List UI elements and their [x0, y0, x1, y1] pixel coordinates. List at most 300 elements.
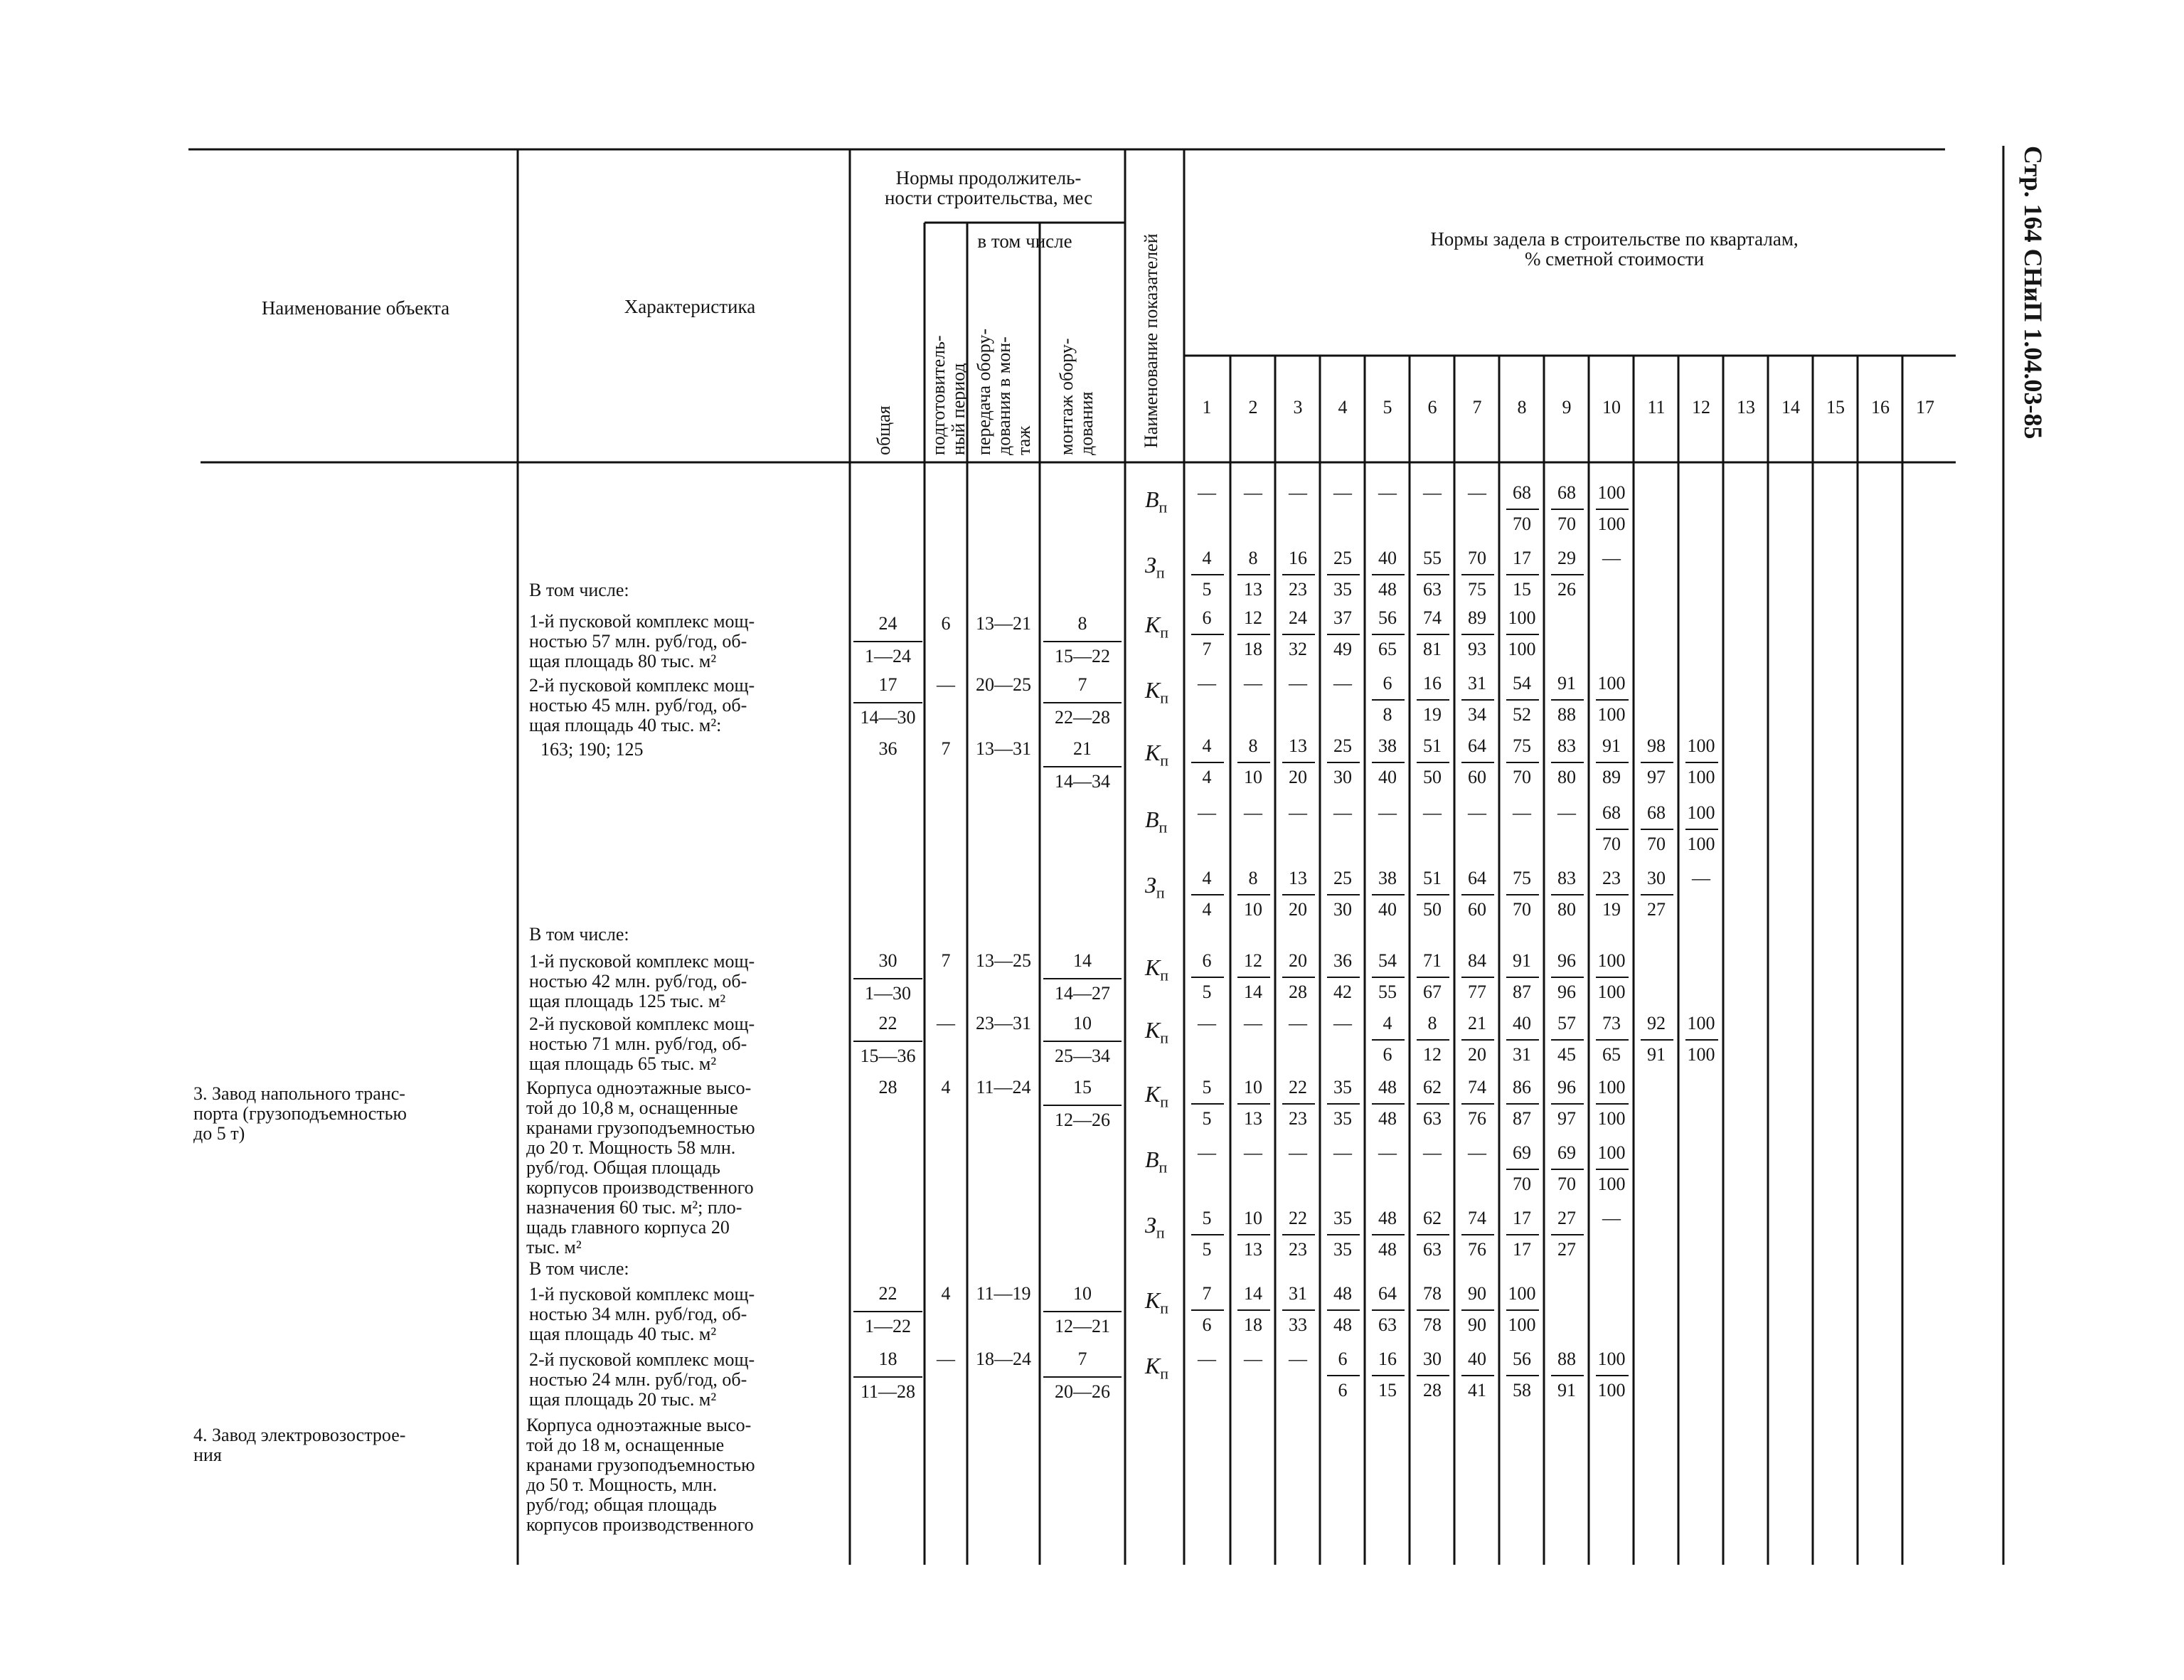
backlog-value: 71: [1423, 950, 1442, 971]
backlog-value: 100: [1508, 607, 1536, 628]
backlog-value-alt: 15: [1513, 579, 1531, 600]
backlog-value: 48: [1378, 1077, 1397, 1097]
backlog-value-alt: 70: [1602, 834, 1621, 854]
duration-mount: 10: [1073, 1013, 1092, 1033]
duration-prep: 6: [941, 613, 951, 634]
backlog-value: 48: [1378, 1208, 1397, 1228]
duration-prep: 7: [941, 950, 951, 971]
quarter-number: 9: [1562, 397, 1572, 418]
backlog-value: 75: [1513, 735, 1531, 756]
backlog-value: 83: [1557, 868, 1576, 888]
backlog-value: 91: [1602, 735, 1621, 756]
backlog-value-alt: 5: [1202, 1239, 1212, 1260]
backlog-value: 51: [1423, 868, 1442, 888]
backlog-value: —: [1602, 1208, 1621, 1228]
indicator-symbol: [1145, 1287, 1168, 1317]
backlog-value: 4: [1202, 735, 1212, 756]
backlog-value-alt: 100: [1597, 1108, 1626, 1129]
backlog-value: 13: [1289, 735, 1307, 756]
backlog-value-alt: 15: [1378, 1380, 1397, 1400]
backlog-value-alt: 63: [1423, 579, 1442, 600]
backlog-value-alt: 35: [1333, 1239, 1352, 1260]
backlog-value-alt: 50: [1423, 899, 1442, 920]
backlog-value: 64: [1468, 868, 1486, 888]
backlog-value: —: [1423, 802, 1442, 823]
backlog-value: —: [1244, 1142, 1262, 1163]
duration-mount: 8: [1077, 613, 1087, 634]
backlog-value: 54: [1513, 673, 1531, 693]
duration-mount: 14: [1073, 950, 1092, 971]
backlog-value-alt: 100: [1508, 1314, 1536, 1335]
backlog-value-alt: 90: [1468, 1314, 1486, 1335]
backlog-value: 100: [1687, 1013, 1715, 1033]
backlog-value: 35: [1333, 1077, 1352, 1097]
backlog-value: —: [1289, 1013, 1307, 1033]
desc-11: 2-й пусковой комплекс мощ- ностью 24 млн. руб/год, об- щая площадь 20 тыс. м²: [529, 1349, 755, 1410]
backlog-value-alt: 70: [1513, 899, 1531, 920]
backlog-value: 74: [1468, 1077, 1486, 1097]
duration-transfer: 20—25: [976, 674, 1031, 695]
backlog-value-alt: 5: [1202, 982, 1212, 1002]
backlog-value-alt: 97: [1557, 1108, 1576, 1129]
indicator-subscript: п: [1158, 1158, 1168, 1176]
backlog-value-alt: 78: [1423, 1314, 1442, 1335]
indicator-letter: К: [1145, 1017, 1161, 1043]
quarter-number: 14: [1781, 397, 1800, 418]
backlog-value-alt: 91: [1557, 1380, 1576, 1400]
desc-8: Корпуса одноэтажные высо- той до 10,8 м, оснащенные кранами грузоподъемностью до 20 т. Мощность 58 млн. руб/год. Общая площадь корпусов производственного назначения 60 тыс. м²; пло- щадь главного корпуса 20 тыс. м²: [526, 1078, 755, 1258]
backlog-value: —: [1333, 1013, 1352, 1033]
backlog-value: 100: [1597, 1142, 1626, 1163]
backlog-value-alt: 63: [1423, 1239, 1442, 1260]
backlog-value-alt: 76: [1468, 1108, 1486, 1129]
backlog-value: —: [1198, 1013, 1216, 1033]
backlog-value: 84: [1468, 950, 1486, 971]
backlog-value-alt: 58: [1513, 1380, 1531, 1400]
backlog-value: 48: [1333, 1283, 1352, 1304]
backlog-value-alt: 4: [1202, 899, 1212, 920]
backlog-value: 68: [1647, 802, 1666, 823]
backlog-value-alt: 26: [1557, 579, 1576, 600]
backlog-value: 35: [1333, 1208, 1352, 1228]
backlog-value: 54: [1378, 950, 1397, 971]
backlog-value-alt: 89: [1602, 767, 1621, 787]
object-3-name: 3. Завод напольного транс- порта (грузоподъемностью до 5 т): [193, 1083, 407, 1144]
quarter-number: 16: [1871, 397, 1890, 418]
backlog-value-alt: 80: [1557, 767, 1576, 787]
backlog-value-alt: 88: [1557, 704, 1576, 725]
backlog-value: 16: [1423, 673, 1442, 693]
backlog-value: 6: [1202, 607, 1212, 628]
header-prep: подготовитель- ный период: [928, 335, 969, 455]
backlog-value: 4: [1202, 868, 1212, 888]
indicator-subscript: п: [1160, 689, 1169, 707]
indicator-letter: В: [1145, 1147, 1159, 1172]
header-transfer: передача обору- дования в мон- таж: [974, 328, 1034, 455]
backlog-value: —: [1423, 482, 1442, 503]
backlog-value: 8: [1427, 1013, 1437, 1033]
backlog-value: 55: [1423, 548, 1442, 568]
backlog-value-alt: 30: [1333, 767, 1352, 787]
indicator-letter: З: [1145, 872, 1156, 898]
backlog-value: 90: [1468, 1283, 1486, 1304]
indicator-subscript: п: [1160, 966, 1169, 984]
backlog-value-alt: 14: [1244, 982, 1262, 1002]
backlog-value: —: [1692, 868, 1710, 888]
indicator-subscript: п: [1158, 498, 1168, 516]
backlog-value: 22: [1289, 1208, 1307, 1228]
desc-2: 1-й пусковой комплекс мощ- ностью 57 млн. руб/год, об- щая площадь 80 тыс. м²: [529, 611, 755, 671]
backlog-value: 6: [1383, 673, 1392, 693]
backlog-value-alt: 76: [1468, 1239, 1486, 1260]
backlog-value-alt: 8: [1383, 704, 1392, 725]
backlog-value: —: [1602, 548, 1621, 568]
duration-prep: —: [937, 1349, 955, 1369]
backlog-value: —: [1423, 1142, 1442, 1163]
backlog-value-alt: 65: [1378, 639, 1397, 659]
quarter-number: 8: [1517, 397, 1527, 418]
backlog-value: 74: [1468, 1208, 1486, 1228]
duration-total-range: 15—36: [860, 1046, 916, 1066]
backlog-value: 40: [1513, 1013, 1531, 1033]
backlog-value: 37: [1333, 607, 1352, 628]
duration-total-range: 14—30: [860, 707, 916, 728]
indicator-symbol: [1145, 872, 1165, 902]
indicator-letter: К: [1145, 1353, 1161, 1378]
backlog-value: 89: [1468, 607, 1486, 628]
backlog-value: 36: [1333, 950, 1352, 971]
backlog-value: 25: [1333, 735, 1352, 756]
duration-transfer: 11—19: [976, 1283, 1031, 1304]
duration-total: 22: [878, 1013, 897, 1033]
backlog-value: 21: [1468, 1013, 1486, 1033]
backlog-value: 6: [1338, 1349, 1348, 1369]
duration-mount-range: 20—26: [1055, 1381, 1110, 1402]
backlog-value-alt: 41: [1468, 1380, 1486, 1400]
backlog-value-alt: 28: [1423, 1380, 1442, 1400]
backlog-value-alt: 70: [1557, 514, 1576, 534]
duration-transfer: 23—31: [976, 1013, 1031, 1033]
duration-total: 24: [878, 613, 897, 634]
backlog-value: —: [1333, 673, 1352, 693]
indicator-letter: К: [1145, 740, 1161, 765]
duration-total-range: 1—30: [865, 983, 911, 1004]
backlog-value: 30: [1423, 1349, 1442, 1369]
indicator-symbol: [1145, 552, 1165, 582]
indicator-letter: К: [1145, 955, 1161, 980]
quarter-number: 5: [1383, 397, 1392, 418]
backlog-value-alt: 45: [1557, 1044, 1576, 1065]
backlog-value-alt: 52: [1513, 704, 1531, 725]
backlog-value: 4: [1202, 548, 1212, 568]
backlog-value-alt: 87: [1513, 982, 1531, 1002]
backlog-value: 29: [1557, 548, 1576, 568]
backlog-value: 38: [1378, 868, 1397, 888]
indicator-letter: К: [1145, 677, 1161, 703]
backlog-value: 86: [1513, 1077, 1531, 1097]
backlog-value: —: [1244, 1349, 1262, 1369]
duration-mount: 7: [1077, 674, 1087, 695]
backlog-value-alt: 6: [1383, 1044, 1392, 1065]
backlog-value-alt: 70: [1513, 767, 1531, 787]
quarter-number: 2: [1248, 397, 1258, 418]
indicator-letter: В: [1145, 487, 1159, 512]
quarter-number: 13: [1737, 397, 1755, 418]
backlog-value: 88: [1557, 1349, 1576, 1369]
indicator-subscript: п: [1160, 1364, 1169, 1383]
desc-10: 1-й пусковой комплекс мощ- ностью 34 млн. руб/год, об- щая площадь 40 тыс. м²: [529, 1284, 755, 1344]
backlog-value: 20: [1289, 950, 1307, 971]
backlog-value: —: [1289, 1142, 1307, 1163]
backlog-value: 7: [1202, 1283, 1212, 1304]
backlog-value: 100: [1597, 950, 1626, 971]
duration-mount-range: 12—21: [1055, 1316, 1110, 1336]
duration-transfer: 13—21: [976, 613, 1031, 634]
indicator-symbol: [1145, 1017, 1168, 1047]
backlog-value: 56: [1378, 607, 1397, 628]
backlog-value-alt: 27: [1647, 899, 1666, 920]
duration-transfer: 18—24: [976, 1349, 1031, 1369]
backlog-value: —: [1468, 1142, 1486, 1163]
indicator-symbol: [1145, 1212, 1165, 1242]
backlog-value-alt: 48: [1378, 579, 1397, 600]
backlog-value-alt: 18: [1244, 639, 1262, 659]
indicator-symbol: [1145, 1353, 1168, 1383]
duration-mount: 15: [1073, 1077, 1092, 1097]
backlog-value-alt: 63: [1378, 1314, 1397, 1335]
backlog-value-alt: 65: [1602, 1044, 1621, 1065]
backlog-value: 74: [1423, 607, 1442, 628]
backlog-value: 100: [1597, 1077, 1626, 1097]
backlog-value-alt: 23: [1289, 1239, 1307, 1260]
backlog-value: 17: [1513, 1208, 1531, 1228]
backlog-value: —: [1333, 1142, 1352, 1163]
duration-total-range: 1—22: [865, 1316, 911, 1336]
duration-transfer: 13—25: [976, 950, 1031, 971]
backlog-value: —: [1289, 1349, 1307, 1369]
indicator-symbol: [1145, 1147, 1167, 1176]
duration-mount-range: 25—34: [1055, 1046, 1110, 1066]
indicator-symbol: [1145, 807, 1167, 836]
backlog-value-alt: 10: [1244, 899, 1262, 920]
backlog-value-alt: 17: [1513, 1239, 1531, 1260]
backlog-value: 62: [1423, 1208, 1442, 1228]
backlog-value-alt: 93: [1468, 639, 1486, 659]
backlog-value: 31: [1468, 673, 1486, 693]
backlog-value: —: [1557, 802, 1576, 823]
quarter-number: 15: [1826, 397, 1845, 418]
backlog-value-alt: 28: [1289, 982, 1307, 1002]
desc-7: 2-й пусковой комплекс мощ- ностью 71 млн. руб/год, об- щая площадь 65 тыс. м²: [529, 1014, 755, 1074]
backlog-value: —: [1468, 482, 1486, 503]
backlog-value: 5: [1202, 1077, 1212, 1097]
header-characteristic: Характеристика: [624, 296, 756, 317]
header-backlog: Нормы задела в строительстве по кварталам, % сметной стоимости: [1430, 228, 1799, 270]
duration-mount-range: 12—26: [1055, 1110, 1110, 1130]
backlog-value: 91: [1513, 950, 1531, 971]
backlog-value-alt: 100: [1687, 767, 1715, 787]
backlog-value-alt: 13: [1244, 1108, 1262, 1129]
backlog-value: —: [1333, 482, 1352, 503]
duration-mount: 10: [1073, 1283, 1092, 1304]
backlog-value-alt: 100: [1597, 1174, 1626, 1194]
backlog-value: 69: [1513, 1142, 1531, 1163]
indicator-subscript: п: [1156, 563, 1165, 582]
desc-12: Корпуса одноэтажные высо- той до 18 м, оснащенные кранами грузоподъемностью до 50 т. Мощность, млн. руб/год; общая площадь корпусов производственного: [526, 1415, 755, 1535]
backlog-value: 31: [1289, 1283, 1307, 1304]
indicator-letter: В: [1145, 807, 1159, 832]
backlog-value: 96: [1557, 950, 1576, 971]
indicator-letter: К: [1145, 612, 1161, 637]
backlog-value-alt: 35: [1333, 579, 1352, 600]
backlog-value-alt: 55: [1378, 982, 1397, 1002]
backlog-value-alt: 100: [1597, 514, 1626, 534]
duration-mount: 21: [1073, 738, 1092, 759]
backlog-value-alt: 50: [1423, 767, 1442, 787]
backlog-value: 6: [1202, 950, 1212, 971]
duration-prep: —: [937, 1013, 955, 1033]
backlog-value-alt: 6: [1338, 1380, 1348, 1400]
duration-transfer: 13—31: [976, 738, 1031, 759]
backlog-value: —: [1198, 1142, 1216, 1163]
header-object: Наименование объекта: [261, 297, 450, 319]
backlog-value: 4: [1383, 1013, 1392, 1033]
backlog-value: —: [1198, 673, 1216, 693]
backlog-value: 73: [1602, 1013, 1621, 1033]
quarter-number: 11: [1647, 397, 1666, 418]
indicator-letter: З: [1145, 1212, 1156, 1238]
backlog-value: 98: [1647, 735, 1666, 756]
duration-mount: 7: [1077, 1349, 1087, 1369]
backlog-value-alt: 13: [1244, 579, 1262, 600]
backlog-value-alt: 30: [1333, 899, 1352, 920]
backlog-value-alt: 60: [1468, 899, 1486, 920]
duration-total: 18: [878, 1349, 897, 1369]
duration-total: 28: [878, 1077, 897, 1097]
indicator-symbol: [1145, 612, 1168, 642]
duration-mount-range: 14—34: [1055, 771, 1110, 792]
backlog-value: 64: [1378, 1283, 1397, 1304]
backlog-value: 23: [1602, 868, 1621, 888]
backlog-value-alt: 35: [1333, 1108, 1352, 1129]
duration-total: 17: [878, 674, 897, 695]
backlog-value-alt: 7: [1202, 639, 1212, 659]
backlog-value: 62: [1423, 1077, 1442, 1097]
backlog-value: 68: [1513, 482, 1531, 503]
backlog-value: 57: [1557, 1013, 1576, 1033]
indicator-subscript: п: [1160, 623, 1169, 642]
quarter-number: 1: [1202, 397, 1212, 418]
backlog-value: 24: [1289, 607, 1307, 628]
desc-3: 2-й пусковой комплекс мощ- ностью 45 млн. руб/год, об- щая площадь 40 тыс. м²:: [529, 675, 755, 735]
indicator-symbol: [1145, 1081, 1168, 1111]
backlog-value: 17: [1513, 548, 1531, 568]
indicator-subscript: п: [1160, 1092, 1169, 1111]
duration-mount-range: 15—22: [1055, 646, 1110, 666]
indicator-subscript: п: [1156, 1223, 1165, 1242]
backlog-value-alt: 48: [1378, 1239, 1397, 1260]
backlog-value-alt: 34: [1468, 704, 1486, 725]
backlog-value: —: [1244, 482, 1262, 503]
backlog-value: 75: [1513, 868, 1531, 888]
backlog-value: —: [1244, 1013, 1262, 1033]
indicator-symbol: [1145, 677, 1168, 707]
quarter-number: 7: [1472, 397, 1482, 418]
duration-prep: 4: [941, 1077, 951, 1097]
backlog-value: 8: [1248, 735, 1258, 756]
desc-1: В том числе:: [529, 580, 629, 600]
backlog-value-alt: 32: [1289, 639, 1307, 659]
backlog-value-alt: 81: [1423, 639, 1442, 659]
backlog-value-alt: 100: [1687, 1044, 1715, 1065]
backlog-value: 40: [1468, 1349, 1486, 1369]
backlog-value-alt: 33: [1289, 1314, 1307, 1335]
duration-total: 30: [878, 950, 897, 971]
duration-prep: —: [937, 674, 955, 695]
backlog-value: 5: [1202, 1208, 1212, 1228]
backlog-value: —: [1333, 802, 1352, 823]
backlog-value-alt: 12: [1423, 1044, 1442, 1065]
backlog-value: 12: [1244, 950, 1262, 971]
backlog-value: 25: [1333, 868, 1352, 888]
duration-total-range: 1—24: [865, 646, 911, 666]
backlog-value-alt: 100: [1508, 639, 1536, 659]
backlog-value-alt: 13: [1244, 1239, 1262, 1260]
backlog-value: —: [1198, 1349, 1216, 1369]
backlog-value: 51: [1423, 735, 1442, 756]
backlog-value: 30: [1647, 868, 1666, 888]
indicator-letter: К: [1145, 1287, 1161, 1313]
backlog-value: 12: [1244, 607, 1262, 628]
backlog-value: 22: [1289, 1077, 1307, 1097]
backlog-value-alt: 6: [1202, 1314, 1212, 1335]
backlog-value-alt: 48: [1333, 1314, 1352, 1335]
indicator-letter: З: [1145, 552, 1156, 578]
duration-transfer: 11—24: [976, 1077, 1031, 1097]
backlog-value-alt: 63: [1423, 1108, 1442, 1129]
backlog-value: 100: [1597, 482, 1626, 503]
backlog-value: —: [1289, 673, 1307, 693]
backlog-value: —: [1378, 482, 1397, 503]
backlog-value: 27: [1557, 1208, 1576, 1228]
backlog-value-alt: 42: [1333, 982, 1352, 1002]
backlog-value-alt: 40: [1378, 899, 1397, 920]
backlog-value: 13: [1289, 868, 1307, 888]
backlog-value: 68: [1602, 802, 1621, 823]
quarter-number: 10: [1602, 397, 1621, 418]
backlog-value-alt: 70: [1647, 834, 1666, 854]
indicator-letter: К: [1145, 1081, 1161, 1107]
backlog-value-alt: 23: [1289, 579, 1307, 600]
header-mount: монтаж обору- дования: [1056, 338, 1097, 455]
indicator-symbol: [1145, 487, 1167, 516]
desc-9: В том числе:: [529, 1258, 629, 1279]
header-indicator: Наименование показателей: [1141, 233, 1161, 448]
backlog-value-alt: 80: [1557, 899, 1576, 920]
backlog-value: 100: [1597, 673, 1626, 693]
duration-prep: 4: [941, 1283, 951, 1304]
backlog-value-alt: 100: [1687, 834, 1715, 854]
backlog-value-alt: 97: [1647, 767, 1666, 787]
backlog-value-alt: 5: [1202, 579, 1212, 600]
backlog-value: —: [1289, 482, 1307, 503]
duration-total: 22: [878, 1283, 897, 1304]
backlog-value-alt: 60: [1468, 767, 1486, 787]
backlog-value-alt: 75: [1468, 579, 1486, 600]
backlog-value-alt: 27: [1557, 1239, 1576, 1260]
backlog-value: 8: [1248, 868, 1258, 888]
backlog-value-alt: 77: [1468, 982, 1486, 1002]
